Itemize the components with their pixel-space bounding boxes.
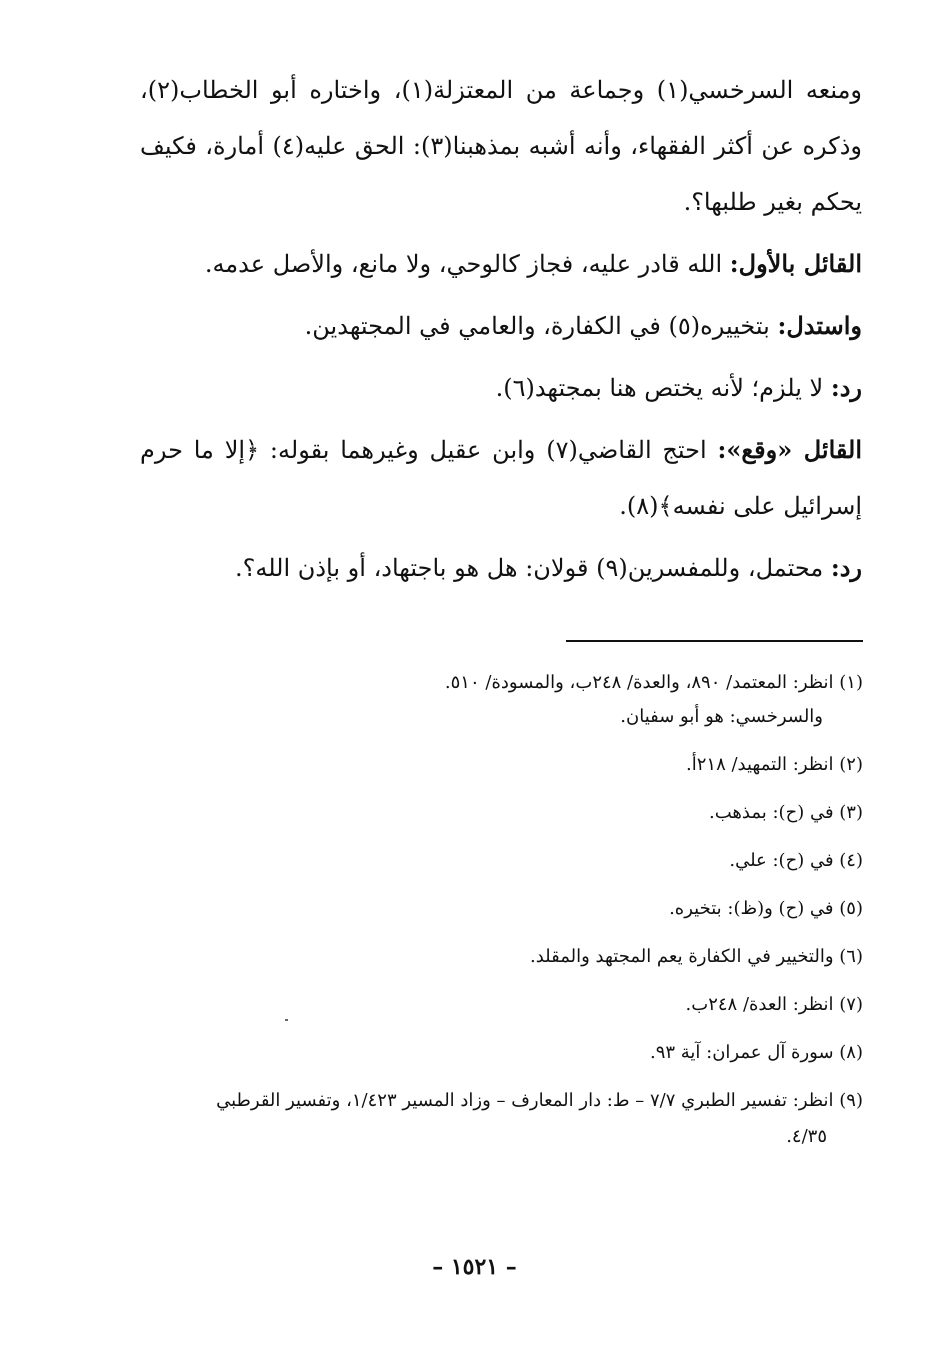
footnote-8: (٨) سورة آل عمران: آية ٩٣. [649,1042,863,1063]
footnote-3: (٣) في (ح): بمذهب. [709,802,863,823]
paragraph-2-label: القائل بالأول: [729,249,862,278]
footnote-5: (٥) في (ح) و(ظ): بتخيره. [669,898,863,919]
paragraph-6-label: رد: [830,553,862,582]
page-number: – ١٥٢١ – [432,1254,517,1280]
paragraph-5-text: احتج القاضي(٧) وابن عقيل وغيرهما بقوله: ﴿إلا ما حرم إسرائيل على نفسه﴾(٨). [140,436,862,520]
paragraph-5 [140,422,862,534]
footnote-9-text: (٩) انظر: تفسير الطبري ٧/٧ – ط: دار المعارف – وزاد المسير ١/٤٢٣، وتفسير القرطبي [216,1090,863,1111]
paragraph-4-label: رد: [830,373,862,402]
paragraph-2-text: الله قادر عليه، فجاز كالوحي، ولا مانع، والأصل عدمه. [204,250,723,278]
footnote-1: (١) انظر: المعتمد/ ٨٩٠، والعدة/ ٢٤٨ب، والمسودة/ ٥١٠. [444,672,863,693]
main-text [140,62,862,596]
footnote-4: (٤) في (ح): علي. [729,850,863,871]
footnote-separator [566,640,863,642]
paragraph-6 [140,540,862,596]
footnote-7: (٧) انظر: العدة/ ٢٤٨ب. [685,994,863,1015]
footnote-2: (٢) انظر: التمهيد/ ٢١٨أ. [686,754,863,775]
footnote-1-note: والسرخسي: هو أبو سفيان. [620,706,823,727]
paragraph-3-label: واستدل: [777,311,862,340]
paragraph-4 [140,360,862,416]
paragraph-4-text: لا يلزم؛ لأنه يختص هنا بمجتهد(٦). [495,374,824,402]
paragraph-3 [140,298,862,354]
footnote-9 [141,1089,863,1149]
scan-speck [285,1019,288,1021]
footnote-9-continuation: ٤/٣٥. [786,1126,827,1147]
paragraph-1: ومنعه السرخسي(١) وجماعة من المعتزلة(١)، واختاره أبو الخطاب(٢)، وذكره عن أكثر الفقهاء، وأنه أشبه بمذهبنا(٣): الحق عليه(٤) أمارة، فكيف يحكم بغير طلبها؟. [140,76,863,216]
paragraph-5-label: القائل «وقع»: [717,435,863,464]
footnotes [141,671,863,1173]
paragraph-2 [140,236,862,292]
paragraph-3-text: بتخييره(٥) في الكفارة، والعامي في المجتهدين. [304,312,770,340]
footnote-6: (٦) والتخيير في الكفارة يعم المجتهد والمقلد. [529,946,863,967]
paragraph-6-text: محتمل، وللمفسرين(٩) قولان: هل هو باجتهاد، أو بإذن الله؟. [234,554,824,582]
